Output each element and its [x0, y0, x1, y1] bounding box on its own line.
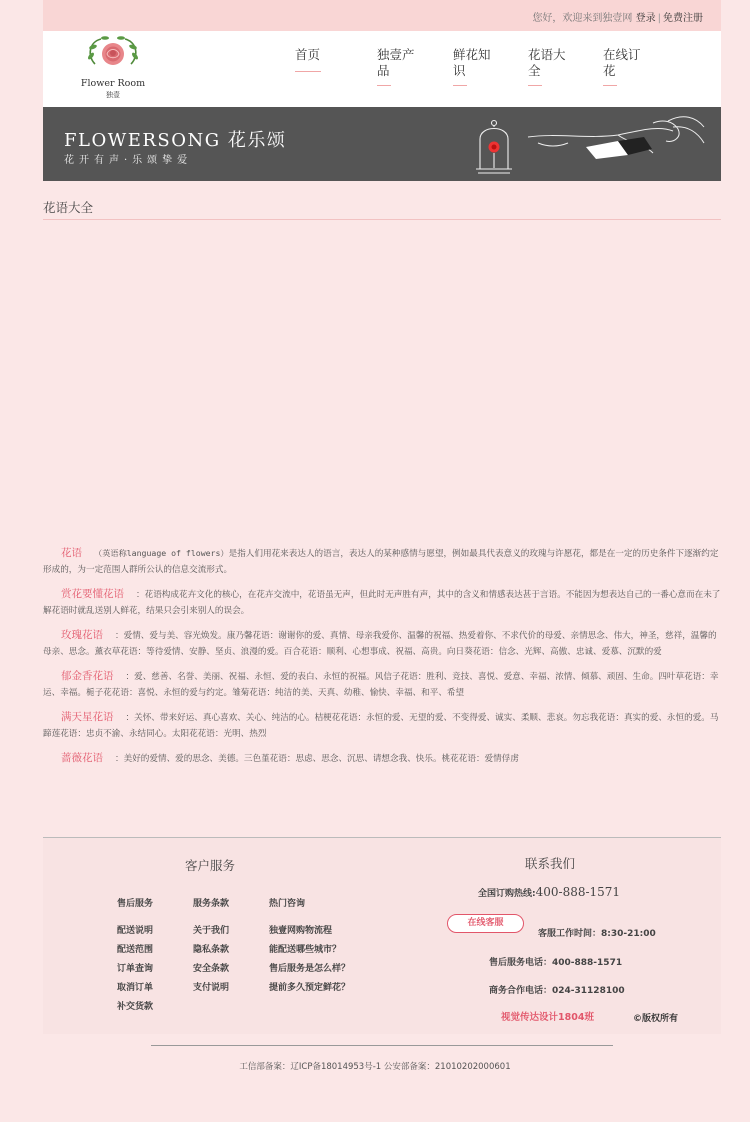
- footer-link[interactable]: 补交货款: [117, 1002, 154, 1012]
- online-service-button[interactable]: 在线客服: [447, 914, 524, 933]
- term-label: 满天星花语: [61, 711, 114, 723]
- title-divider: [43, 219, 721, 220]
- paragraph: [43, 709, 721, 742]
- footer-column-heading: 热门咨询: [269, 899, 306, 909]
- footer-link[interactable]: 能配送哪些城市？: [269, 945, 342, 955]
- footer-link[interactable]: 安全条款: [193, 964, 230, 974]
- copyright: ©版权所有: [633, 1014, 679, 1024]
- banner-subtitle: 花开有声·乐颂挚爱: [64, 155, 193, 166]
- term-label: 蔷薇花语: [61, 752, 103, 764]
- paragraph-intro: [43, 545, 721, 578]
- footer-link[interactable]: 关于我们: [193, 926, 230, 936]
- nav-label: 花语大全: [528, 47, 566, 78]
- term-label: 赏花要懂花语: [61, 588, 124, 600]
- footer-link[interactable]: 提前多久预定鲜花？: [269, 983, 351, 993]
- nav-underline: [528, 85, 542, 86]
- paragraph: [43, 668, 721, 701]
- business-phone: 商务合作电话：024-31128100: [489, 986, 625, 996]
- flower-language-content: [43, 545, 721, 775]
- hours-label: 客服工作时间：: [538, 929, 602, 939]
- hotline-number: 400-888-1571: [535, 885, 621, 899]
- designer-credit: 视觉传达设计1804班: [501, 1012, 594, 1023]
- footer-link[interactable]: 配送范围: [117, 945, 154, 955]
- paragraph-mono: （英语称language of flowers）: [94, 548, 229, 558]
- footer: [43, 838, 721, 1034]
- footer-link[interactable]: 支付说明: [193, 983, 230, 993]
- icp-record: 工信部备案：辽ICP备18014953号-1 公安部备案：21010202000601: [239, 1062, 511, 1072]
- footer-link[interactable]: 隐私条款: [193, 945, 230, 955]
- nav-underline: [603, 85, 617, 86]
- login-link[interactable]: 登录: [635, 13, 656, 24]
- banner-title: FLOWERSONG 花乐颂: [64, 130, 287, 151]
- nav-flower-language[interactable]: [528, 47, 568, 79]
- paragraph-text: ：关怀、带来好运、真心喜欢、关心、纯洁的心。桔梗花花语：永恒的爱、无望的爱、不变得爱、诚实、柔顺、悲哀。勿忘我花语：真实的爱、永恒的爱。马蹄莲花语：忠贞不渝、永结同心。太阳花花语：光明、热烈: [43, 713, 719, 739]
- separator: |: [657, 13, 661, 24]
- logo-text-cn: 独壹: [106, 91, 120, 99]
- paragraph-text: ：美好的爱情、爱的思念、美德。三色堇花语：思虑、思念、沉思、请想念我、快乐。桃花花语：爱情俘虏: [115, 754, 519, 764]
- page-title: 花语大全: [43, 200, 94, 215]
- nav-products[interactable]: [377, 47, 417, 79]
- footer-link[interactable]: 取消订单: [117, 983, 154, 993]
- paragraph-text: ：爱、慈善、名誉、美丽、祝福、永恒、爱的表白、永恒的祝福。风信子花语：胜利、竞技、喜悦、爱意、幸福、浓情、倾慕、顽固、生命。四叶草花语：幸运、幸福。栀子花花语：喜悦、永恒的爱与约定。雏菊花语：纯洁的美、天真、幼稚、愉快、幸福、和平、希望: [43, 672, 719, 698]
- footer-column-heading: 服务条款: [193, 899, 230, 909]
- nav-label: 鲜花知识: [453, 47, 491, 78]
- paragraph: [43, 627, 721, 660]
- paragraph-text: 是指人们用花来表达人的语言，表达人的某种感情与愿望，例如最具代表意义的玫瑰与许愿花，都是在一定的历史条件下逐渐约定形成的，为一定范围人群所公认的信息交流形式。: [43, 549, 719, 575]
- nav-order-online[interactable]: [603, 47, 643, 79]
- paragraph: [43, 750, 721, 767]
- service-hours: [538, 926, 656, 939]
- nav-label: 在线订花: [603, 47, 641, 78]
- hotline-label: 全国订购热线:: [478, 889, 536, 899]
- footer-link[interactable]: 独壹网购物流程: [269, 926, 333, 936]
- after-sales-phone: 售后服务电话：400-888-1571: [489, 958, 623, 968]
- top-bar: [43, 0, 721, 31]
- register-link[interactable]: 免费注册: [663, 13, 703, 24]
- nav-underline: [295, 71, 321, 72]
- term-label: 玫瑰花语: [61, 629, 103, 641]
- term-label: 郁金香花语: [61, 670, 114, 682]
- greeting-text: 您好，欢迎来到独壹网: [532, 13, 633, 24]
- logo[interactable]: [65, 34, 161, 102]
- nav-flower-knowledge[interactable]: [453, 47, 493, 79]
- paragraph-text: ：花语构成花卉文化的核心，在花卉交流中，花语虽无声，但此时无声胜有声，其中的含义和情感表达甚于言语。不能因为想表达自己的一番心意而在未了解花语时就乱送别人鲜花，结果只会引来别人的误会。: [43, 590, 721, 616]
- banner: [43, 107, 721, 181]
- header: [43, 31, 721, 107]
- nav-label: 独壹产品: [377, 47, 415, 78]
- term-label: 花语: [61, 547, 82, 559]
- footer-link[interactable]: 售后服务是怎么样？: [269, 964, 351, 974]
- nav-underline: [453, 85, 467, 86]
- contact-title: 联系我们: [525, 856, 576, 871]
- customer-service-title: 客户服务: [185, 858, 236, 873]
- footer-column-heading: 售后服务: [117, 899, 154, 909]
- paragraph-text: ：爱情、爱与美、容光焕发。康乃馨花语：谢谢你的爱、真情、母亲我爱你、温馨的祝福、热爱着你、不求代价的母爱、亲情思念、伟大，神圣，慈祥，温馨的母亲、思念。薰衣草花语：等待爱情、安静、坚贞、浪漫的爱。百合花语：顺利、心想事成、祝福、高贵。向日葵花语：信念、光辉、高傲、忠诚、爱慕、沉默的爱: [43, 631, 717, 657]
- nav-underline: [377, 85, 391, 86]
- nav-label: 首页: [295, 47, 321, 62]
- footer-link[interactable]: 订单查询: [117, 964, 154, 974]
- footer-link[interactable]: 配送说明: [117, 926, 154, 936]
- nav-home[interactable]: [295, 47, 335, 63]
- bell-jar-rose-illustration: [468, 113, 708, 177]
- rose-wreath-icon: [65, 34, 161, 78]
- logo-text-en: Flower Room: [80, 78, 146, 89]
- bottom-divider: [151, 1045, 613, 1046]
- hours-value: 8:30-21:00: [601, 929, 656, 939]
- paragraph: [43, 586, 721, 619]
- hotline: [478, 885, 620, 899]
